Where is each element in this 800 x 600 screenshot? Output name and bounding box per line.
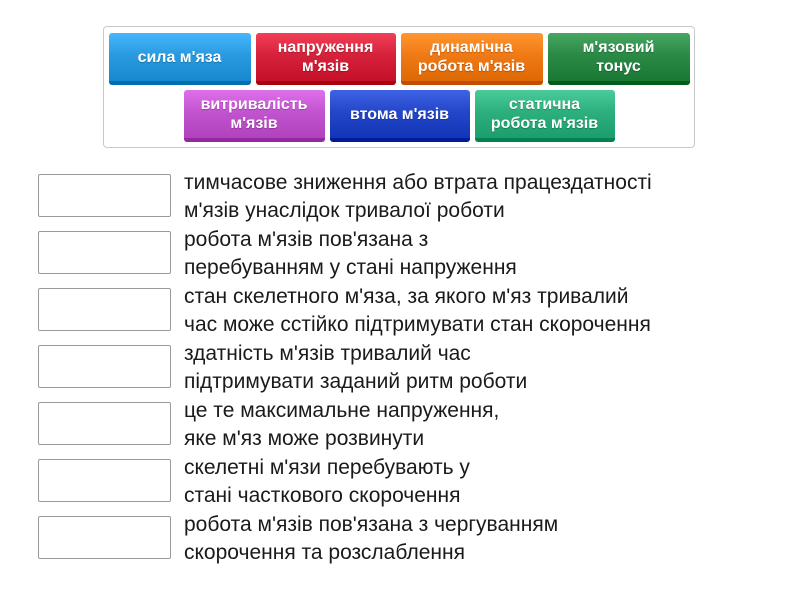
definition-text: здатність м'язів тривалий час підтримувати заданий ритм роботи <box>184 342 528 393</box>
definition-text: робота м'язів пов'язана з перебуванням у стані напруження <box>184 228 517 279</box>
tile-row-bottom <box>104 90 694 142</box>
drop-box[interactable] <box>38 516 171 559</box>
match-row <box>38 456 778 507</box>
answer-tile-витривалість-мязів[interactable]: витривалість м'язів <box>184 90 325 142</box>
drop-box[interactable] <box>38 402 171 445</box>
drop-box[interactable] <box>38 345 171 388</box>
match-row <box>38 228 778 279</box>
drop-box[interactable] <box>38 288 171 331</box>
definition-text: стан скелетного м'яза, за якого м'яз тривалий час може сстійко підтримувати стан скорочення <box>184 285 651 336</box>
answer-tile-сила-мяза[interactable]: сила м'яза <box>109 33 251 85</box>
drop-box[interactable] <box>38 459 171 502</box>
tile-row-top <box>104 33 694 85</box>
drop-box[interactable] <box>38 231 171 274</box>
match-row <box>38 513 778 564</box>
answer-tile-мязовий-тонус[interactable]: м'язовий тонус <box>548 33 690 85</box>
answer-tile-втома-мязів[interactable]: втома м'язів <box>330 90 470 142</box>
answer-tile-статична-робота-мязів[interactable]: статична робота м'язів <box>475 90 615 142</box>
match-row <box>38 171 778 222</box>
definition-text: це те максимальне напруження, яке м'яз може розвинути <box>184 399 500 450</box>
definition-text: скелетні м'язи перебувають у стані часткового скорочення <box>184 456 470 507</box>
answer-tile-динамічна-робота-мязів[interactable]: динамічна робота м'язів <box>401 33 543 85</box>
match-row <box>38 285 778 336</box>
definition-text: тимчасове зниження або втрата працездатності м'язів унаслідок тривалої роботи <box>184 171 652 222</box>
answer-tile-bank <box>103 26 695 148</box>
match-row <box>38 342 778 393</box>
answer-tile-напруження-мязів[interactable]: напруження м'язів <box>256 33 396 85</box>
match-row <box>38 399 778 450</box>
drop-box[interactable] <box>38 174 171 217</box>
definition-text: робота м'язів пов'язана з чергуванням скорочення та розслаблення <box>184 513 559 564</box>
